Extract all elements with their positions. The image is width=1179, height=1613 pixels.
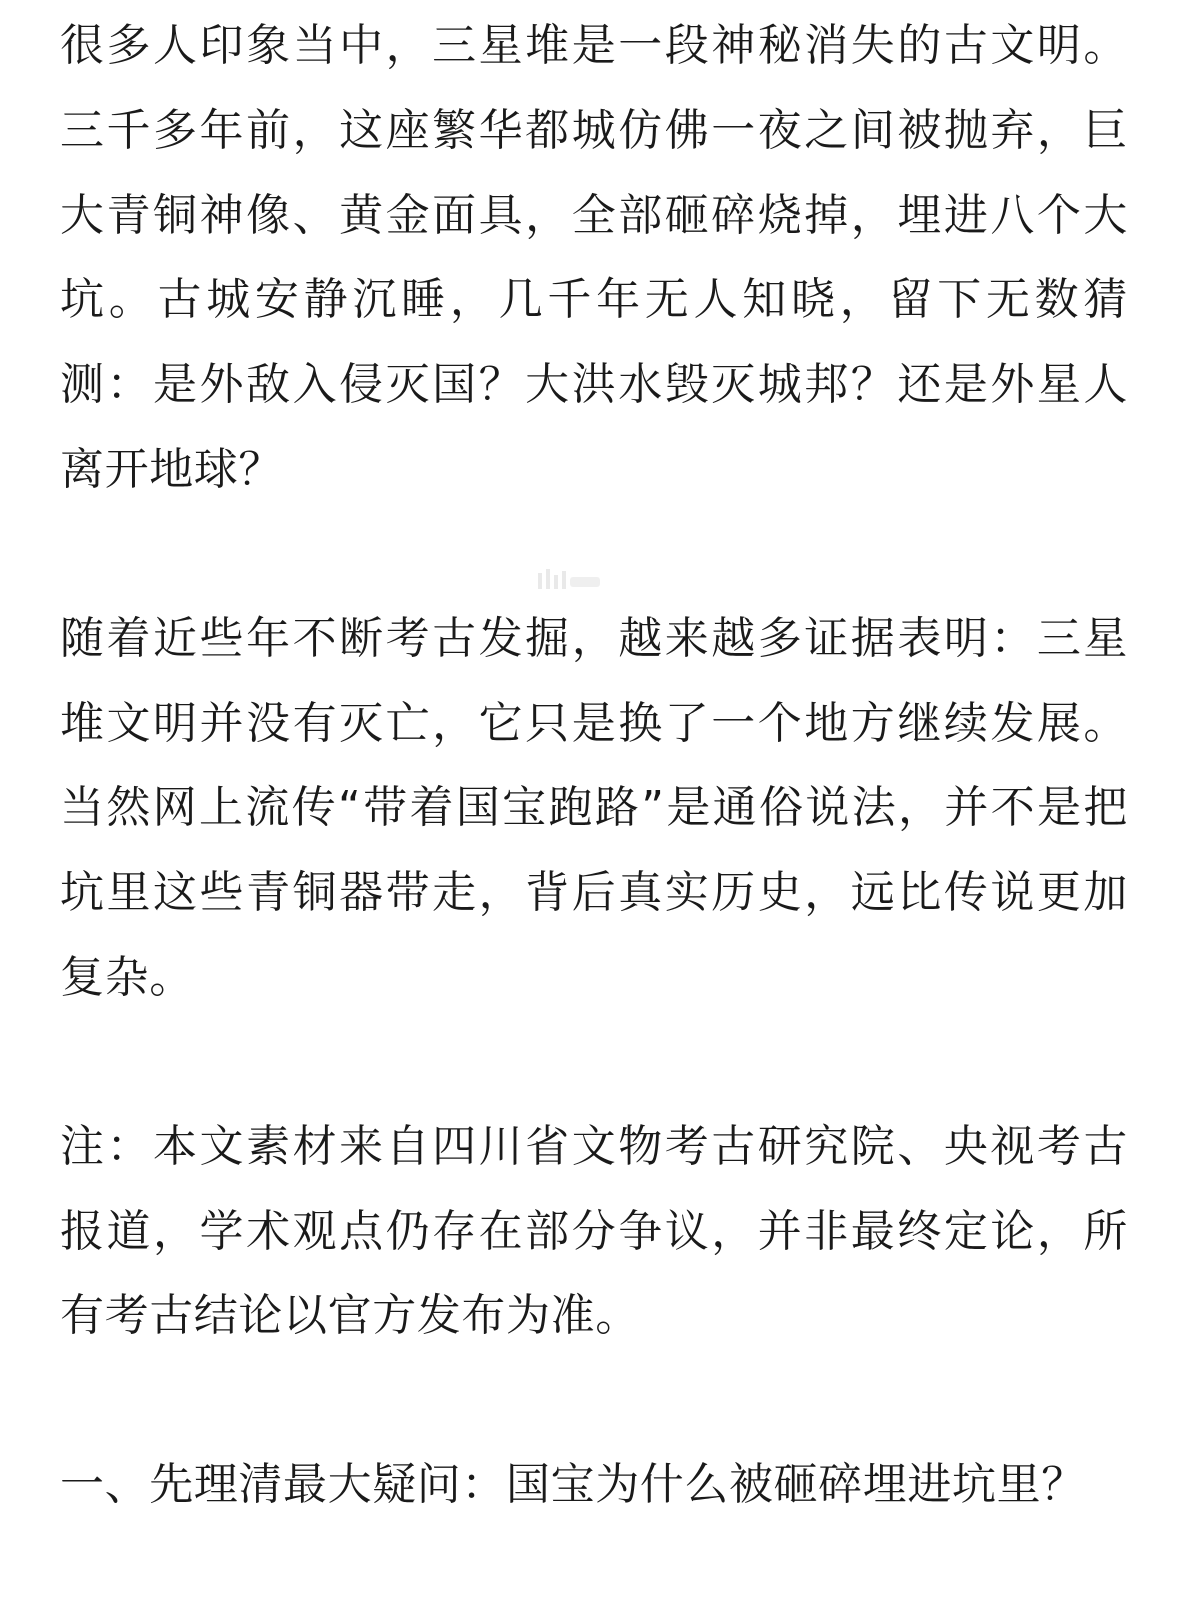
article-body (60, 4, 1128, 1528)
paragraph-evidence: 随着近些年不断考古发掘，越来越多证据表明：三星堆文明并没有灭亡，它只是换了一个地方继续发展。当然网上流传“带着国宝跑路”是通俗说法，并不是把坑里这些青铜器带走，背后真实历史，远比传说更加复杂。 (60, 612, 1128, 1003)
section-heading: 一、先理清最大疑问：国宝为什么被砸碎埋进坑里？ (60, 1459, 1086, 1511)
watermark-icon (536, 567, 606, 593)
paragraph-note: 注：本文素材来自四川省文物考古研究院、央视考古报道，学术观点仍存在部分争议，并非最终定论，所有考古结论以官方发布为准。 (60, 1120, 1128, 1342)
paragraph-intro: 很多人印象当中，三星堆是一段神秘消失的古文明。三千多年前，这座繁华都城仿佛一夜之间被抛弃，巨大青铜神像、黄金面具，全部砸碎烧掉，埋进八个大坑。古城安静沉睡，几千年无人知晓，留下无数猜测：是外敌入侵灭国？大洪水毁灭城邦？还是外星人离开地球？ (60, 20, 1128, 495)
